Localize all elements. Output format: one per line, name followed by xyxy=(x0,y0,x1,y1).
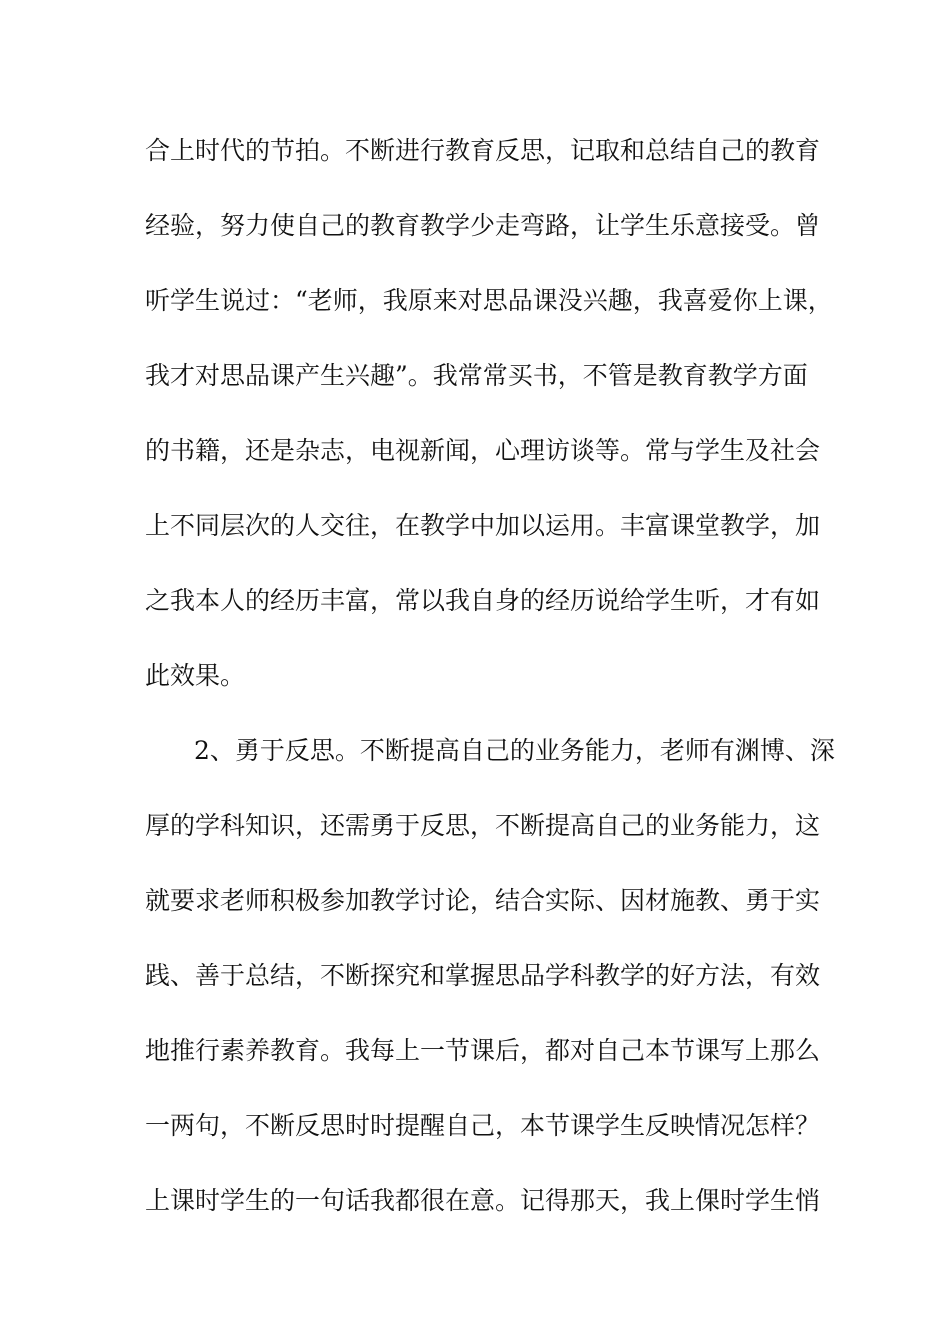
text-line: 的书籍，还是杂志，电视新闻，心理访谈等。常与学生及社会 xyxy=(145,436,821,465)
text-line: 我才对思品课产生兴趣”。我常常买书，不管是教育教学方面 xyxy=(145,361,808,390)
text-line: 之我本人的经历丰富，常以我自身的经历说给学生听，才有如 xyxy=(145,586,821,615)
paragraph-first-line: 2、勇于反思。不断提高自己的业务能力，老师有渊博、深 xyxy=(194,736,835,765)
text-line: 此效果。 xyxy=(145,661,246,690)
text-line: 就要求老师积极参加教学讨论，结合实际、因材施教、勇于实 xyxy=(145,886,821,915)
text-line: 地推行素养教育。我每上一节课后，都对自己本节课写上那么 xyxy=(145,1036,821,1065)
text-line: 经验，努力使自己的教育教学少走弯路，让学生乐意接受。曾 xyxy=(145,211,821,240)
text-line: 厚的学科知识，还需勇于反思，不断提高自己的业务能力，这 xyxy=(145,811,821,840)
text-line: 践、善于总结，不断探究和掌握思品学科教学的好方法，有效 xyxy=(145,961,821,990)
text-line: 合上时代的节拍。不断进行教育反思，记取和总结自己的教育 xyxy=(145,136,821,165)
text-line: 一两句，不断反思时时提醒自己，本节课学生反映情况怎样？ xyxy=(145,1111,821,1140)
text-line: 上不同层次的人交往，在教学中加以运用。丰富课堂教学，加 xyxy=(145,511,821,540)
text-line: 上课时学生的一句话我都很在意。记得那天，我上倮时学生悄 xyxy=(145,1186,821,1215)
text-line: 听学生说过：“老师，我原来对思品课没兴趣，我喜爱你上课， xyxy=(145,286,833,315)
